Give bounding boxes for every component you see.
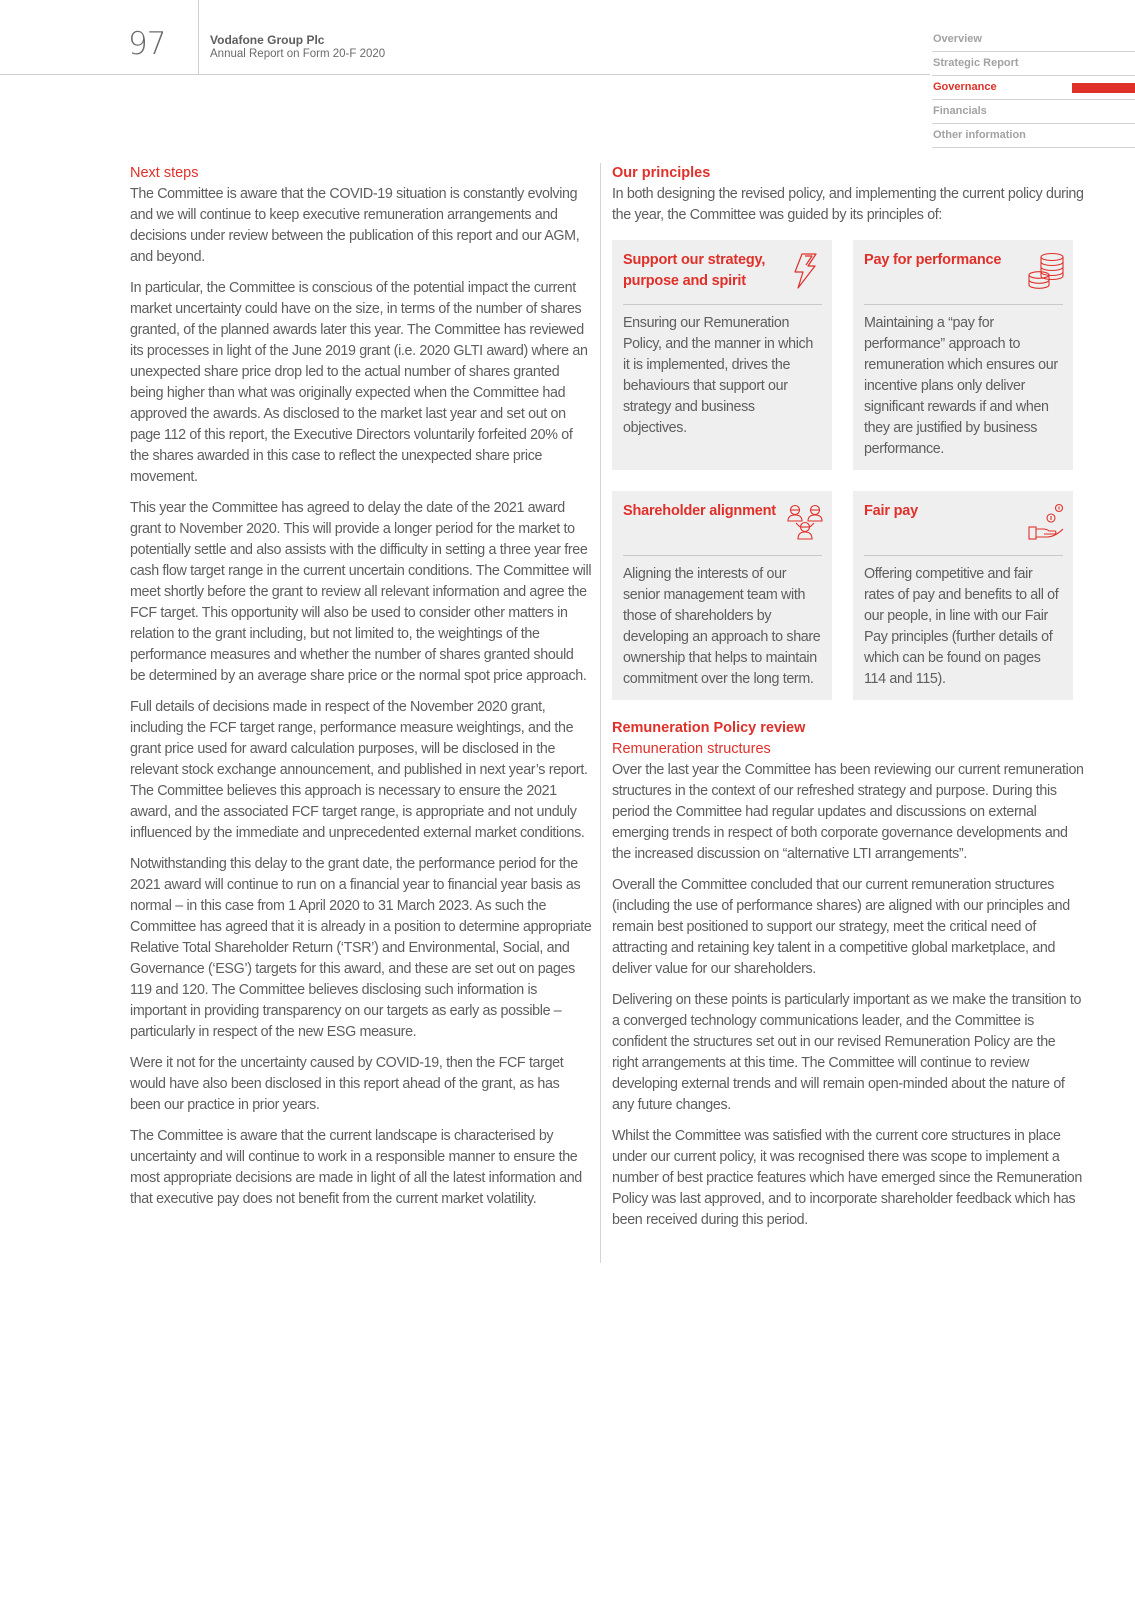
next-steps-heading: Next steps (130, 165, 199, 181)
card-title: Support our strategy, purpose and spirit (623, 252, 766, 289)
principle-card (612, 491, 832, 700)
right-column (600, 163, 1085, 1263)
nav-item-governance[interactable] (932, 76, 1135, 100)
paragraph: This year the Committee has agreed to delay the date of the 2021 award grant to November 2020. This will provide a longer period for the market to potentially settle and also assists with the difficulty in setting a three year free cash flow target range in the current uncertain conditions. The Committee will meet shortly before the grant to review all relevant information and agree the FCF target. This opportunity will also be used to consider other matters in relation to the grant including, but not limited to, the weightings of the performance measures and whether the number of shares granted should be determined by an average share price or the normal spot price approach. (130, 500, 592, 684)
principles-heading: Our principles (612, 165, 711, 181)
card-title: Shareholder alignment (623, 503, 776, 519)
paragraph: Whilst the Committee was satisfied with the current core structures in place under our current policy, it was recognised there was scope to implement a number of best practice features which have emerged since the Remuneration Policy was last approved, and to incorporate shareholder feedback which has been received during this period. (612, 1128, 1082, 1228)
card-divider (864, 555, 1063, 556)
report-title: Annual Report on Form 20-F 2020 (210, 48, 386, 60)
coin-stack-icon (1027, 252, 1065, 290)
nav-label: Financials (933, 105, 987, 117)
card-divider (864, 304, 1063, 305)
card-body: Ensuring our Remuneration Policy, and the manner in which it is implemented, drives the behaviours that support our strategy and business objectives. (623, 315, 813, 436)
paragraph: Over the last year the Committee has been reviewing our current remuneration structures in the context of our refreshed strategy and purpose. During this period the Committee had regular updates and discussions on external emerging trends in respect of both corporate governance developments and the increased discussion on “alternative LTI arrangements”. (612, 762, 1084, 862)
lightning-bolt-icon (786, 252, 824, 290)
company-name: Vodafone Group Plc (210, 33, 325, 47)
principles-grid (612, 240, 1085, 700)
paragraph: Were it not for the uncertainty caused by COVID-19, then the FCF target would have also been disclosed in this report ahead of the grant, as has been our practice in prior years. (130, 1055, 564, 1113)
card-divider (623, 555, 822, 556)
principle-card (612, 240, 832, 470)
card-divider (623, 304, 822, 305)
review-subheading: Remuneration structures (612, 741, 771, 757)
nav-item-other-information[interactable] (932, 124, 1135, 148)
card-body: Aligning the interests of our senior management team with those of shareholders by developing an approach to share ownership that helps to maintain commitment over the long term. (623, 566, 821, 687)
page-number: 97 (128, 26, 166, 62)
people-group-icon (786, 503, 824, 541)
paragraph: Full details of decisions made in respect of the November 2020 grant, including the FCF target range, performance measure weightings, and the grant price used for award calculation purposes, will be disclosed in the relevant stock exchange announcement, and published in next year’s report. The Committee believes this approach is necessary to ensure the 2021 award, and the associated FCF target range, is appropriate and not unduly influenced by the immediate and unprecedented external market conditions. (130, 699, 588, 841)
nav-item-overview[interactable] (932, 28, 1135, 52)
principle-card (853, 240, 1073, 470)
hand-coins-icon (1027, 503, 1065, 541)
principles-intro: In both designing the revised policy, and implementing the current policy during the year, the Committee was guided by its principles of: (612, 186, 1084, 223)
paragraph: Delivering on these points is particularly important as we make the transition to a converged technology communications leader, and the Committee is confident the structures set out in our revised Remuneration Policy are the right arrangements at this time. The Committee will continue to review developing external trends and will remain open-minded about the nature of any future changes. (612, 992, 1082, 1113)
card-body: Offering competitive and fair rates of pay and benefits to all of our people, in line with our Fair Pay principles (further details of which can be found on pages 114 and 115). (864, 566, 1059, 687)
nav-label: Governance (933, 81, 997, 93)
paragraph: The Committee is aware that the current landscape is characterised by uncertainty and will continue to work in a responsible manner to ensure the most appropriate decisions are made in light of all the latest information and that executive pay does not benefit from the current market volatility. (130, 1128, 582, 1207)
header-divider-horizontal (0, 74, 930, 75)
section-nav (932, 28, 1135, 148)
paragraph: Notwithstanding this delay to the grant date, the performance period for the 2021 award will continue to run on a financial year to financial year basis as normal – in this case from 1 April 2020 to 31 March 2023. As such the Committee has agreed that it is already in a position to determine appropriate Relative Total Shareholder Return (‘TSR’) and Environmental, Social, and Governance (‘ESG’) targets for this award, and these are set out on pages 119 and 120. The Committee believes disclosing such information is important in providing transparency on our targets as early as possible – particularly in respect of the new ESG measure. (130, 856, 592, 1040)
nav-item-financials[interactable] (932, 100, 1135, 124)
header-divider-vertical (198, 0, 199, 75)
active-section-indicator (1072, 83, 1135, 93)
review-heading: Remuneration Policy review (612, 720, 806, 736)
paragraph: In particular, the Committee is conscious of the potential impact the current market uncertainty could have on the size, in terms of the number of shares granted, of the planned awards later this year. The Committee has reviewed its processes in light of the June 2019 grant (i.e. 2020 GLTI award) where an unexpected share price drop led to the actual number of shares granted being higher than what was originally expected when the Committee had approved the awards. As disclosed to the market last year and set out on page 112 of this report, the Executive Directors voluntarily forfeited 20% of the shares awarded in this case to reflect the unexpected share price movement. (130, 280, 588, 485)
paragraph: The Committee is aware that the COVID-19 situation is constantly evolving and we will continue to keep executive remuneration arrangements and decisions under review between the publication of this report and our AGM, and beyond. (130, 186, 580, 265)
nav-item-strategic-report[interactable] (932, 52, 1135, 76)
nav-label: Strategic Report (933, 57, 1019, 69)
card-body: Maintaining a “pay for performance” approach to remuneration which ensures our incentive plans only deliver significant rewards if and when they are justified by business performance. (864, 315, 1058, 457)
card-title: Fair pay (864, 503, 919, 519)
card-title: Pay for performance (864, 252, 1002, 268)
nav-label: Other information (933, 129, 1026, 141)
nav-label: Overview (933, 33, 982, 45)
paragraph: Overall the Committee concluded that our current remuneration structures (including the use of performance shares) are aligned with our principles and remain best positioned to support our strategy, meet the critical need of attracting and retaining key talent in a competitive global marketplace, and deliver value for our shareholders. (612, 877, 1070, 977)
principle-card (853, 491, 1073, 700)
left-column (130, 163, 592, 1220)
